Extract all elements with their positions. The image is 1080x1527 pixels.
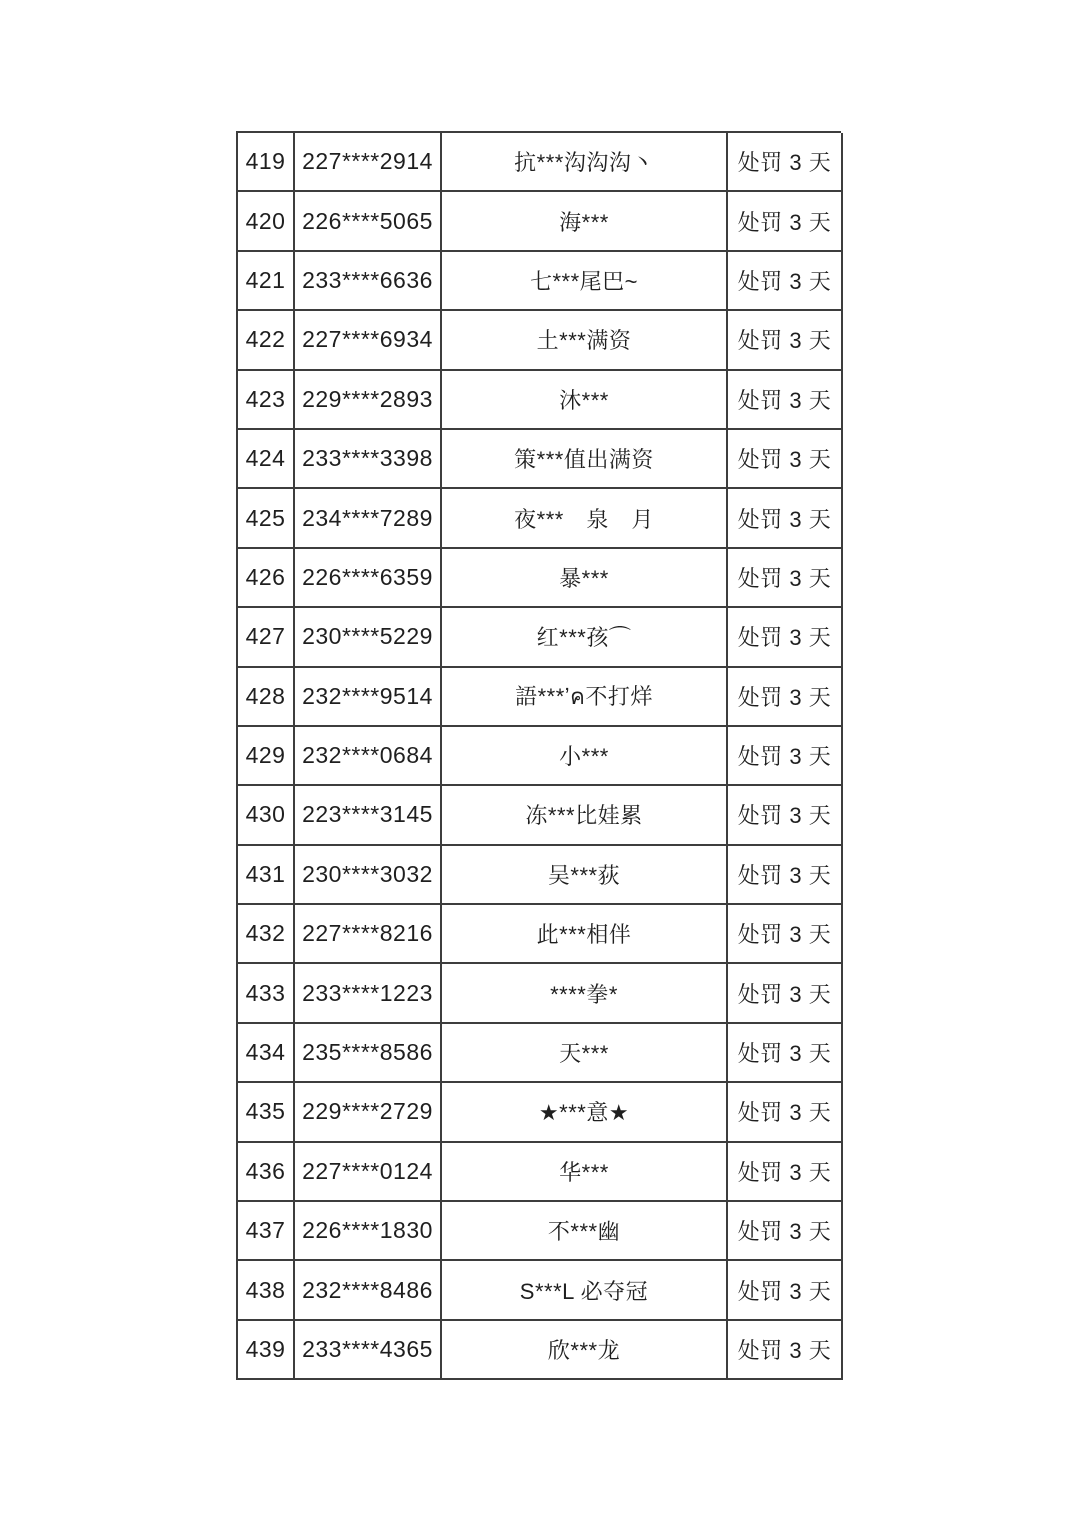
cell-masked-nickname: 红***孩⌒ bbox=[442, 608, 728, 667]
cell-row-number: 432 bbox=[238, 905, 295, 964]
table-row bbox=[238, 608, 841, 667]
cell-row-number: 423 bbox=[238, 371, 295, 430]
table-row bbox=[238, 1261, 841, 1320]
cell-row-number: 436 bbox=[238, 1143, 295, 1202]
cell-masked-nickname: 海*** bbox=[442, 192, 728, 251]
cell-row-number: 437 bbox=[238, 1202, 295, 1261]
table-row bbox=[238, 668, 841, 727]
cell-penalty: 处罚 3 天 bbox=[728, 1321, 843, 1380]
cell-row-number: 424 bbox=[238, 430, 295, 489]
cell-penalty: 处罚 3 天 bbox=[728, 311, 843, 370]
cell-penalty: 处罚 3 天 bbox=[728, 489, 843, 548]
table-row bbox=[238, 1202, 841, 1261]
cell-masked-nickname: 沐*** bbox=[442, 371, 728, 430]
table-row bbox=[238, 1143, 841, 1202]
cell-row-number: 434 bbox=[238, 1024, 295, 1083]
cell-masked-id: 226****5065 bbox=[295, 192, 442, 251]
cell-penalty: 处罚 3 天 bbox=[728, 786, 843, 845]
table-row bbox=[238, 786, 841, 845]
cell-penalty: 处罚 3 天 bbox=[728, 252, 843, 311]
cell-penalty: 处罚 3 天 bbox=[728, 1143, 843, 1202]
table-row bbox=[238, 846, 841, 905]
cell-masked-id: 229****2893 bbox=[295, 371, 442, 430]
punishment-table bbox=[236, 131, 841, 1380]
cell-row-number: 431 bbox=[238, 846, 295, 905]
cell-penalty: 处罚 3 天 bbox=[728, 1202, 843, 1261]
cell-penalty: 处罚 3 天 bbox=[728, 549, 843, 608]
cell-penalty: 处罚 3 天 bbox=[728, 1083, 843, 1142]
cell-penalty: 处罚 3 天 bbox=[728, 192, 843, 251]
cell-masked-nickname: 不***幽 bbox=[442, 1202, 728, 1261]
table-row bbox=[238, 430, 841, 489]
cell-row-number: 419 bbox=[238, 133, 295, 192]
table-row bbox=[238, 1024, 841, 1083]
cell-row-number: 422 bbox=[238, 311, 295, 370]
table-row bbox=[238, 905, 841, 964]
cell-masked-id: 227****6934 bbox=[295, 311, 442, 370]
cell-masked-nickname: 七***尾巴~ bbox=[442, 252, 728, 311]
cell-row-number: 430 bbox=[238, 786, 295, 845]
cell-penalty: 处罚 3 天 bbox=[728, 668, 843, 727]
table-row bbox=[238, 1083, 841, 1142]
cell-row-number: 420 bbox=[238, 192, 295, 251]
cell-masked-nickname: 天*** bbox=[442, 1024, 728, 1083]
cell-masked-nickname: 冻***比娃累 bbox=[442, 786, 728, 845]
cell-penalty: 处罚 3 天 bbox=[728, 371, 843, 430]
table-row bbox=[238, 549, 841, 608]
table-row bbox=[238, 252, 841, 311]
cell-row-number: 425 bbox=[238, 489, 295, 548]
cell-penalty: 处罚 3 天 bbox=[728, 430, 843, 489]
cell-row-number: 438 bbox=[238, 1261, 295, 1320]
cell-row-number: 433 bbox=[238, 964, 295, 1023]
cell-masked-id: 227****2914 bbox=[295, 133, 442, 192]
table-row bbox=[238, 489, 841, 548]
cell-masked-id: 233****4365 bbox=[295, 1321, 442, 1380]
cell-row-number: 435 bbox=[238, 1083, 295, 1142]
cell-masked-nickname: 夜*** 泉 月 bbox=[442, 489, 728, 548]
cell-row-number: 426 bbox=[238, 549, 295, 608]
table-row bbox=[238, 311, 841, 370]
table-row bbox=[238, 192, 841, 251]
cell-masked-nickname: S***L 必夺冠 bbox=[442, 1261, 728, 1320]
cell-row-number: 421 bbox=[238, 252, 295, 311]
cell-masked-id: 227****8216 bbox=[295, 905, 442, 964]
cell-masked-id: 233****3398 bbox=[295, 430, 442, 489]
cell-masked-id: 232****9514 bbox=[295, 668, 442, 727]
cell-masked-id: 232****0684 bbox=[295, 727, 442, 786]
table-row bbox=[238, 133, 841, 192]
cell-masked-id: 233****1223 bbox=[295, 964, 442, 1023]
cell-row-number: 428 bbox=[238, 668, 295, 727]
cell-masked-nickname: 語***ʼค不打烊 bbox=[442, 668, 728, 727]
cell-masked-id: 235****8586 bbox=[295, 1024, 442, 1083]
cell-masked-id: 226****6359 bbox=[295, 549, 442, 608]
cell-masked-nickname: 抗***沟沟沟丶 bbox=[442, 133, 728, 192]
cell-penalty: 处罚 3 天 bbox=[728, 1261, 843, 1320]
cell-masked-id: 233****6636 bbox=[295, 252, 442, 311]
cell-penalty: 处罚 3 天 bbox=[728, 905, 843, 964]
cell-masked-id: 234****7289 bbox=[295, 489, 442, 548]
cell-row-number: 439 bbox=[238, 1321, 295, 1380]
cell-penalty: 处罚 3 天 bbox=[728, 1024, 843, 1083]
cell-masked-id: 230****3032 bbox=[295, 846, 442, 905]
cell-masked-id: 227****0124 bbox=[295, 1143, 442, 1202]
cell-penalty: 处罚 3 天 bbox=[728, 133, 843, 192]
cell-masked-nickname: 欣***龙 bbox=[442, 1321, 728, 1380]
cell-masked-id: 230****5229 bbox=[295, 608, 442, 667]
table-row bbox=[238, 727, 841, 786]
cell-masked-nickname: 土***满资 bbox=[442, 311, 728, 370]
cell-masked-nickname: 小*** bbox=[442, 727, 728, 786]
table-row bbox=[238, 1321, 841, 1380]
cell-row-number: 429 bbox=[238, 727, 295, 786]
cell-masked-nickname: ****拳* bbox=[442, 964, 728, 1023]
cell-masked-nickname: 此***相伴 bbox=[442, 905, 728, 964]
cell-penalty: 处罚 3 天 bbox=[728, 608, 843, 667]
cell-masked-id: 223****3145 bbox=[295, 786, 442, 845]
cell-masked-nickname: ★***意★ bbox=[442, 1083, 728, 1142]
cell-masked-nickname: 暴*** bbox=[442, 549, 728, 608]
cell-masked-id: 226****1830 bbox=[295, 1202, 442, 1261]
cell-masked-nickname: 吴***荻 bbox=[442, 846, 728, 905]
table-row bbox=[238, 964, 841, 1023]
cell-masked-id: 232****8486 bbox=[295, 1261, 442, 1320]
cell-penalty: 处罚 3 天 bbox=[728, 727, 843, 786]
table-row bbox=[238, 371, 841, 430]
cell-row-number: 427 bbox=[238, 608, 295, 667]
cell-masked-id: 229****2729 bbox=[295, 1083, 442, 1142]
cell-masked-nickname: 华*** bbox=[442, 1143, 728, 1202]
cell-penalty: 处罚 3 天 bbox=[728, 846, 843, 905]
cell-penalty: 处罚 3 天 bbox=[728, 964, 843, 1023]
cell-masked-nickname: 策***值出满资 bbox=[442, 430, 728, 489]
